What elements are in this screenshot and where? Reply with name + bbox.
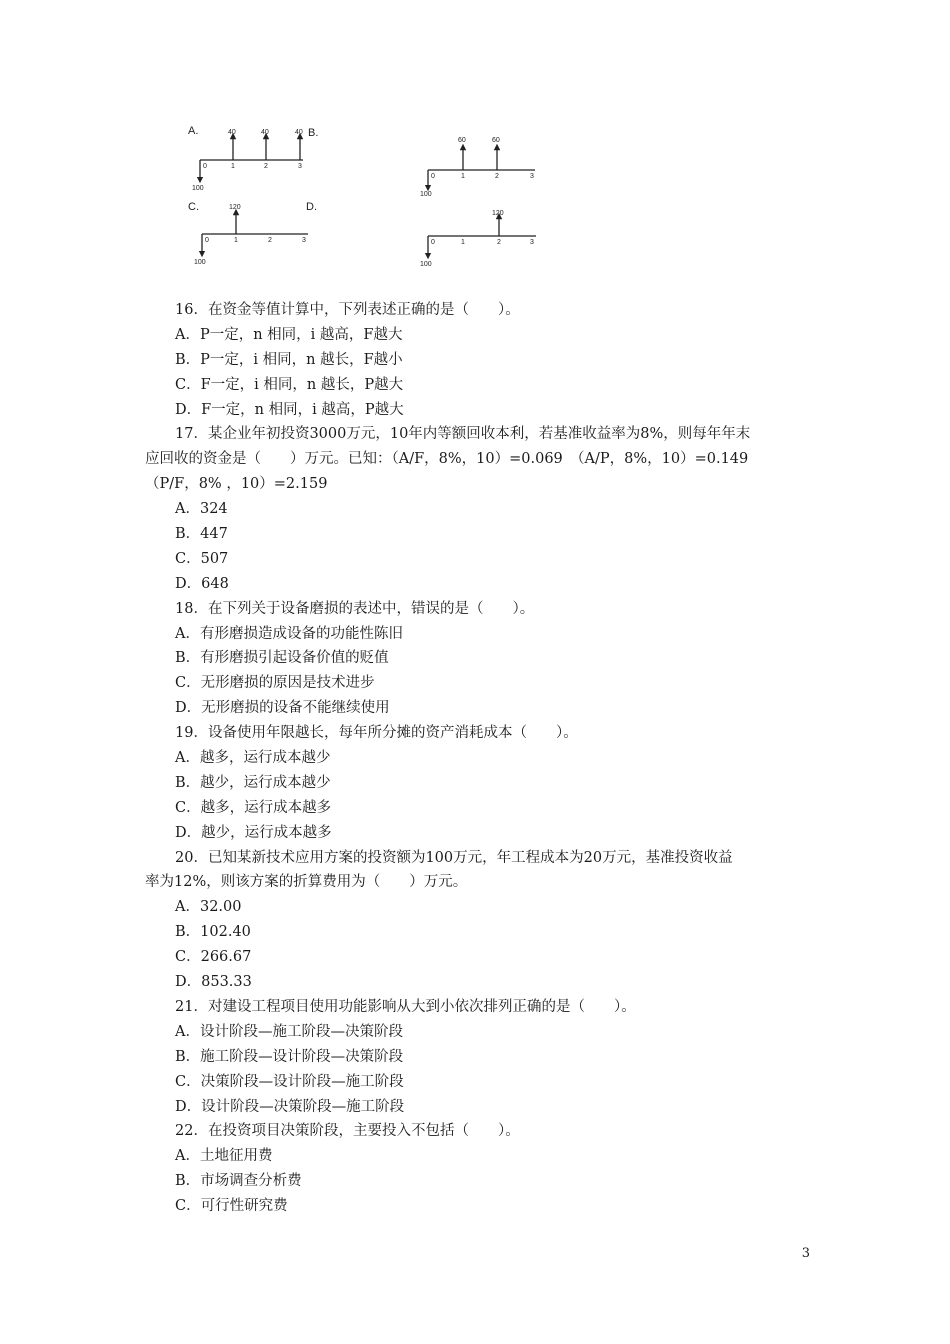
diagram-d-tick-1: 1: [461, 239, 465, 246]
question-20-stem-line-2: 率为12%，则该方案的折算费用为（ ）万元。: [145, 874, 468, 891]
question-16-option-d: D．F一定，n 相同，i 越高，P越大: [175, 401, 404, 418]
diagram-c-tick-1: 1: [234, 237, 238, 244]
question-22-stem: 22．在投资项目决策阶段，主要投入不包括（ ）。: [175, 1123, 520, 1140]
diagram-b-tick-3: 3: [530, 173, 534, 180]
diagram-d-tick-2: 2: [497, 239, 501, 246]
diagram-d-label: D.: [306, 201, 317, 213]
question-21-option-a: A．设计阶段—施工阶段—决策阶段: [175, 1023, 403, 1040]
question-20-stem-line-1: 20．已知某新技术应用方案的投资额为100万元，年工程成本为20万元，基准投资收益: [175, 849, 733, 866]
question-18-option-d: D．无形磨损的设备不能继续使用: [175, 700, 390, 717]
question-22-option-b: B．市场调查分析费: [175, 1173, 302, 1190]
diagram-b-tick-0: 0: [431, 173, 435, 180]
question-18-option-c: C．无形磨损的原因是技术进步: [175, 675, 375, 692]
question-17-stem-line-2: 应回收的资金是（ ）万元。已知：（A/F，8%，10）=0.069 （A/P，8%，10）=0.149: [145, 451, 749, 468]
diagram-a-label: A.: [188, 125, 199, 137]
diagram-d-tick-0: 0: [431, 239, 435, 246]
diagram-a-value-1: 40: [228, 129, 236, 136]
question-16-stem: 16．在资金等值计算中，下列表述正确的是（ ）。: [175, 302, 520, 318]
diagram-b-investment: 100: [420, 191, 432, 198]
question-20-option-d: D．853.33: [175, 974, 252, 991]
diagram-b-tick-2: 2: [495, 173, 499, 180]
question-16-option-a: A．P一定，n 相同，i 越高，F越大: [175, 326, 403, 343]
question-17-option-c: C．507: [175, 550, 229, 567]
diagram-c-label: C.: [188, 201, 199, 213]
question-18-option-b: B．有形磨损引起设备价值的贬值: [175, 650, 389, 667]
question-20-option-b: B．102.40: [175, 924, 251, 941]
diagram-b-value-1: 60: [458, 137, 466, 144]
diagram-a-tick-0: 0: [203, 163, 207, 170]
question-19-option-b: B．越少，运行成本越少: [175, 774, 331, 791]
question-21-option-b: B．施工阶段—设计阶段—决策阶段: [175, 1048, 404, 1065]
question-17-option-a: A．324: [175, 501, 228, 518]
diagram-d-tick-3: 3: [530, 239, 534, 246]
question-19-option-c: C．越多，运行成本越多: [175, 799, 332, 816]
diagram-b-value-2: 60: [492, 137, 500, 144]
question-19-option-a: A．越多，运行成本越少: [175, 750, 331, 767]
diagram-c-value: 120: [229, 204, 241, 211]
diagram-d-value: 120: [492, 210, 504, 217]
diagram-c-tick-0: 0: [205, 237, 209, 244]
diagram-b-tick-1: 1: [461, 173, 465, 180]
question-17-option-d: D．648: [175, 575, 229, 592]
question-21-stem: 21．对建设工程项目使用功能影响从大到小依次排列正确的是（ ）。: [175, 998, 636, 1015]
cash-flow-diagrams: [180, 120, 560, 280]
question-19-option-d: D．越少，运行成本越多: [175, 824, 332, 841]
diagram-a-tick-3: 3: [298, 163, 302, 170]
question-21-option-c: C．决策阶段—设计阶段—施工阶段: [175, 1073, 404, 1090]
question-22-option-c: C．可行性研究费: [175, 1198, 288, 1215]
question-22-option-a: A．土地征用费: [175, 1148, 273, 1165]
diagram-a-value-2: 40: [261, 129, 269, 136]
question-17-stem-line-3: （P/F，8% ，10）=2.159: [145, 476, 328, 493]
question-17-stem-line-1: 17．某企业年初投资3000万元，10年内等额回收本利，若基准收益率为8%，则每年年末: [175, 426, 751, 443]
diagram-a-value-3: 40: [295, 129, 303, 136]
diagram-c-investment: 100: [194, 259, 206, 266]
question-16-option-b: B．P一定，i 相同，n 越长，F越小: [175, 351, 403, 368]
diagram-a-investment: 100: [192, 185, 204, 192]
question-21-option-d: D．设计阶段—决策阶段—施工阶段: [175, 1098, 405, 1115]
diagram-a-tick-1: 1: [231, 163, 235, 170]
question-20-option-c: C．266.67: [175, 949, 252, 966]
question-18-option-a: A．有形磨损造成设备的功能性陈旧: [175, 625, 403, 642]
question-16-option-c: C．F一定，i 相同，n 越长，P越大: [175, 376, 404, 393]
page-number: 3: [801, 1246, 810, 1261]
diagram-d-investment: 100: [420, 261, 432, 268]
question-20-option-a: A．32.00: [175, 899, 242, 916]
question-18-stem: 18．在下列关于设备磨损的表述中，错误的是（ ）。: [175, 600, 535, 617]
diagram-c-tick-3: 3: [302, 237, 306, 244]
diagram-b-label: B.: [308, 127, 319, 139]
diagram-c-tick-2: 2: [268, 237, 272, 244]
cash-flow-diagram-svg: [180, 120, 560, 280]
diagram-a-tick-2: 2: [264, 163, 268, 170]
question-17-option-b: B．447: [175, 526, 228, 543]
question-19-stem: 19．设备使用年限越长，每年所分摊的资产消耗成本（ ）。: [175, 725, 578, 742]
question-list: [0, 298, 950, 1219]
